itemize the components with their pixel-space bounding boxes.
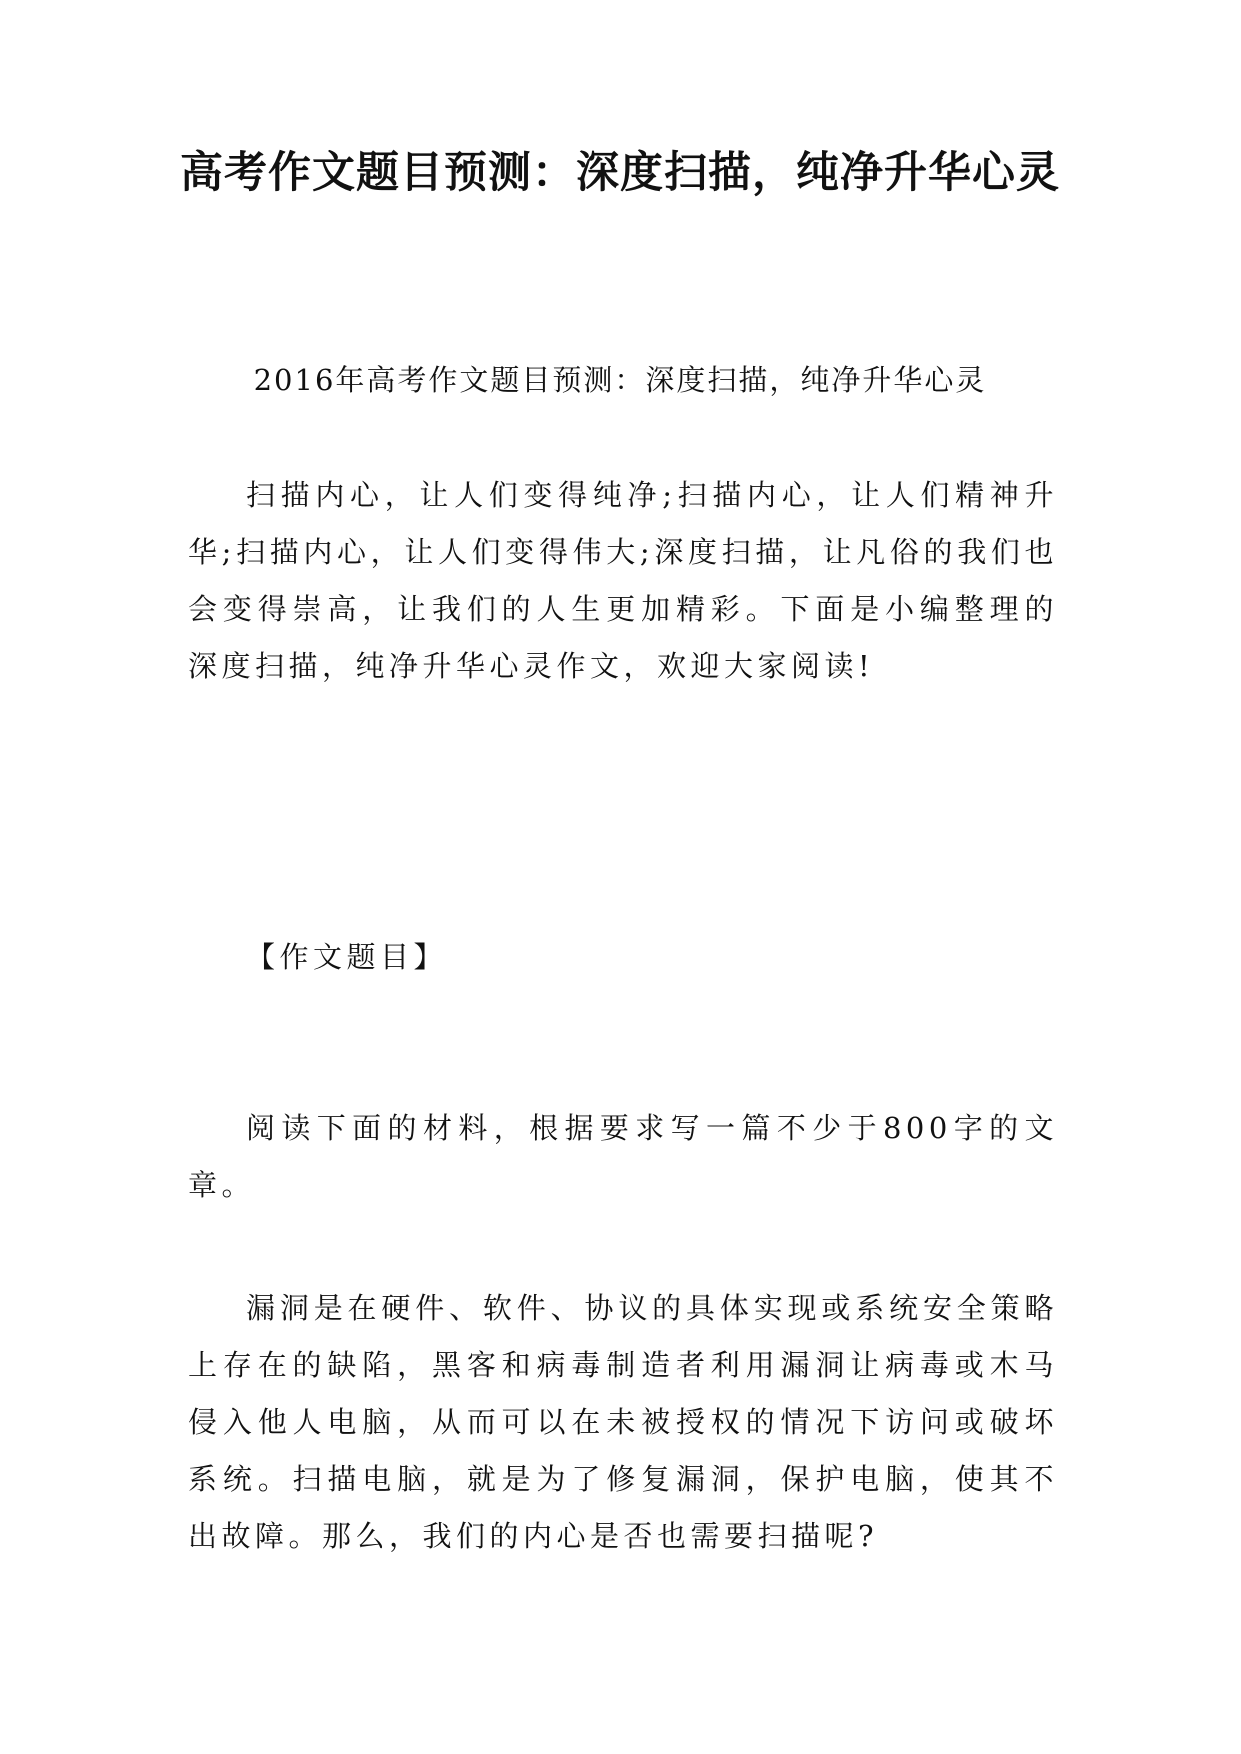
material-paragraph: 漏洞是在硬件、软件、协议的具体实现或系统安全策略上存在的缺陷，黑客和病毒制造者利用漏洞让病毒或木马侵入他人电脑，从而可以在未被授权的情况下访问或破坏系统。扫描电脑，就是为了修复漏洞，保护电脑，使其不出故障。那么，我们的内心是否也需要扫描呢? (188, 1291, 1058, 1553)
document-title: 高考作文题目预测：深度扫描，纯净升华心灵 (180, 148, 1060, 198)
document-subtitle: 2016年高考作文题目预测：深度扫描，纯净升华心灵 (253, 363, 987, 397)
section-heading: 【作文题目】 (246, 940, 448, 974)
task-paragraph: 阅读下面的材料，根据要求写一篇不少于800字的文章。 (188, 1111, 1058, 1202)
intro-paragraph: 扫描内心，让人们变得纯净;扫描内心，让人们精神升华;扫描内心，让人们变得伟大;深度扫描，让凡俗的我们也会变得崇高，让我们的人生更加精彩。下面是小编整理的深度扫描，纯净升华心灵作文，欢迎大家阅读! (188, 478, 1058, 683)
